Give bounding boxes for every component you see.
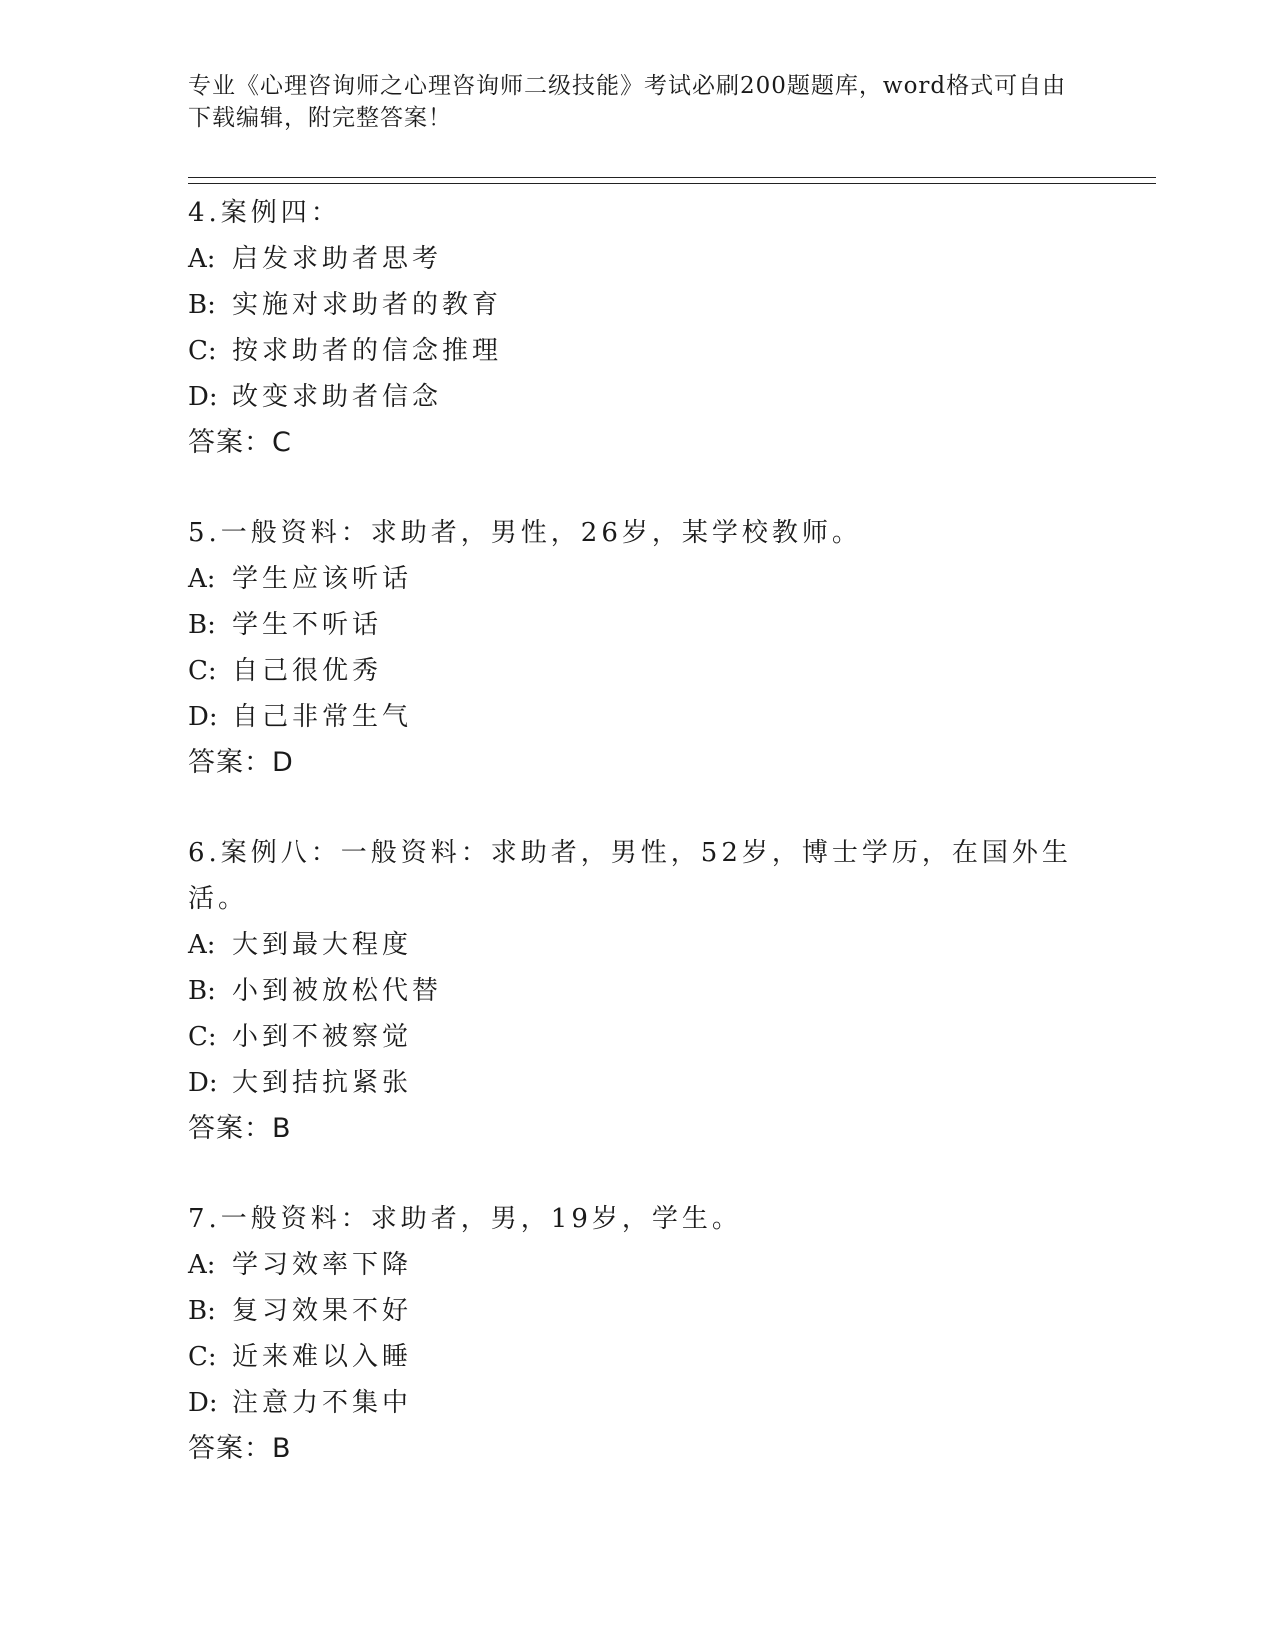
option-text: 小到不被察觉: [232, 1022, 413, 1052]
option-letter: C:: [188, 656, 217, 686]
option-text: 大到最大程度: [232, 930, 413, 960]
option-a: [188, 236, 1088, 282]
question-5: [188, 510, 1088, 786]
option-b: [188, 1288, 1088, 1334]
question-list: [188, 190, 1088, 1516]
question-4: [188, 190, 1088, 466]
option-c: [188, 648, 1088, 694]
option-c: [188, 1014, 1088, 1060]
option-c: [188, 1334, 1088, 1380]
question-7: [188, 1196, 1088, 1472]
option-text: 启发求助者思考: [232, 244, 443, 274]
option-text: 小到被放松代替: [232, 976, 443, 1006]
option-a: [188, 922, 1088, 968]
option-a: [188, 1242, 1088, 1288]
option-text: 近来难以入睡: [232, 1342, 413, 1372]
option-letter: D:: [188, 702, 218, 732]
option-text: 大到拮抗紧张: [232, 1068, 413, 1098]
question-6: [188, 830, 1088, 1152]
option-letter: C:: [188, 336, 217, 366]
option-letter: A:: [188, 1250, 216, 1280]
option-letter: C:: [188, 1022, 217, 1052]
answer-line: 答案：B: [188, 1433, 292, 1464]
option-text: 学生应该听话: [232, 564, 413, 594]
option-d: [188, 374, 1088, 420]
option-letter: B:: [188, 610, 216, 640]
option-c: [188, 328, 1088, 374]
answer-line: 答案：B: [188, 1113, 292, 1144]
option-letter: B:: [188, 290, 216, 320]
option-text: 实施对求助者的教育: [232, 290, 503, 320]
option-letter: B:: [188, 1296, 216, 1326]
option-text: 学习效率下降: [232, 1250, 413, 1280]
document-header: 专业《心理咨询师之心理咨询师二级技能》考试必刷200题题库，word格式可自由下载编辑，附完整答案！: [188, 73, 1067, 131]
option-text: 学生不听话: [232, 610, 383, 640]
option-text: 按求助者的信念推理: [232, 336, 503, 366]
option-letter: D:: [188, 1388, 218, 1418]
option-text: 自己很优秀: [232, 656, 383, 686]
option-text: 自己非常生气: [232, 702, 413, 732]
answer-line: 答案：C: [188, 427, 292, 458]
option-b: [188, 602, 1088, 648]
option-text: 复习效果不好: [232, 1296, 413, 1326]
option-text: 改变求助者信念: [232, 382, 443, 412]
option-letter: C:: [188, 1342, 217, 1372]
option-d: [188, 694, 1088, 740]
option-letter: D:: [188, 1068, 218, 1098]
question-stem: 6.案例八：一般资料：求助者，男性，52岁，博士学历，在国外生活。: [188, 838, 1072, 914]
option-letter: B:: [188, 976, 216, 1006]
option-a: [188, 556, 1088, 602]
option-letter: A:: [188, 564, 216, 594]
option-b: [188, 282, 1088, 328]
option-letter: D:: [188, 382, 218, 412]
option-letter: A:: [188, 930, 216, 960]
question-stem: 4.案例四：: [188, 198, 341, 228]
question-stem: 7.一般资料：求助者，男，19岁，学生。: [188, 1204, 742, 1234]
header-divider-top: [188, 177, 1156, 178]
option-letter: A:: [188, 244, 216, 274]
option-d: [188, 1060, 1088, 1106]
option-b: [188, 968, 1088, 1014]
header-divider-bottom: [188, 183, 1156, 184]
option-text: 注意力不集中: [232, 1388, 413, 1418]
option-d: [188, 1380, 1088, 1426]
question-stem: 5.一般资料：求助者，男性，26岁，某学校教师。: [188, 518, 862, 548]
answer-line: 答案：D: [188, 747, 294, 778]
